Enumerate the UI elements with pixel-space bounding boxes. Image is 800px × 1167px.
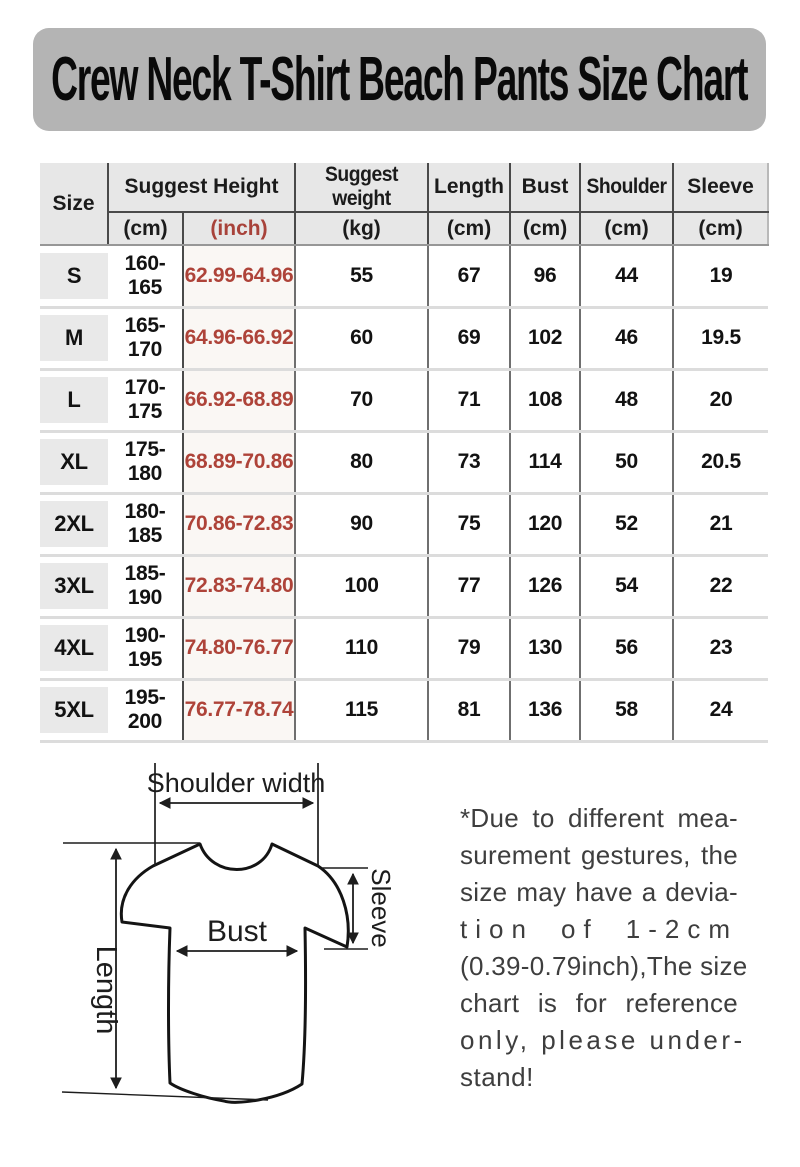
cell-length-cm: 71 (428, 369, 510, 431)
table-row (40, 307, 768, 369)
cell-weight-kg: 80 (295, 431, 428, 493)
page-title: Crew Neck T-Shirt Beach Pants Size Chart (51, 45, 748, 114)
cell-sleeve-cm: 22 (673, 555, 768, 617)
cell-height-inch: 70.86-72.83 (183, 493, 295, 555)
cell-sleeve-cm: 21 (673, 493, 768, 555)
header-row-2 (40, 212, 768, 245)
cell-shoulder-cm: 54 (580, 555, 673, 617)
size-chip: 3XL (40, 563, 108, 609)
cell-height-cm: 180-185 (108, 493, 183, 555)
col-header-suggest-weight: Suggest weight (295, 163, 428, 212)
size-chip: 5XL (40, 687, 108, 733)
unit-weight-kg: (kg) (295, 212, 428, 245)
cell-sleeve-cm: 19 (673, 245, 768, 307)
size-chart-table (40, 163, 769, 743)
col-header-size: Size (40, 163, 108, 245)
col-header-length: Length (428, 163, 510, 212)
cell-sleeve-cm: 20.5 (673, 431, 768, 493)
unit-length-cm: (cm) (428, 212, 510, 245)
cell-sleeve-cm: 24 (673, 679, 768, 741)
cell-size (40, 679, 108, 741)
cell-shoulder-cm: 48 (580, 369, 673, 431)
cell-weight-kg: 70 (295, 369, 428, 431)
size-chip: L (40, 377, 108, 423)
cell-shoulder-cm: 44 (580, 245, 673, 307)
cell-bust-cm: 126 (510, 555, 580, 617)
note-line: *Due to different mea- (460, 803, 738, 833)
cell-height-inch: 62.99-64.96 (183, 245, 295, 307)
table-row (40, 617, 768, 679)
bust-label: Bust (206, 915, 268, 948)
unit-shoulder-cm: (cm) (580, 212, 673, 245)
cell-size (40, 617, 108, 679)
col-header-bust: Bust (510, 163, 580, 212)
cell-sleeve-cm: 23 (673, 617, 768, 679)
cell-weight-kg: 100 (295, 555, 428, 617)
cell-length-cm: 69 (428, 307, 510, 369)
cell-height-cm: 190-195 (108, 617, 183, 679)
cell-height-cm: 160-165 (108, 245, 183, 307)
cell-length-cm: 77 (428, 555, 510, 617)
cell-size (40, 555, 108, 617)
col-header-shoulder: Shoulder (580, 163, 673, 212)
cell-height-cm: 195-200 (108, 679, 183, 741)
table-row (40, 493, 768, 555)
col-header-suggest-height: Suggest Height (108, 163, 295, 212)
cell-shoulder-cm: 58 (580, 679, 673, 741)
cell-weight-kg: 55 (295, 245, 428, 307)
note-line: tion of 1-2cm (460, 914, 738, 944)
note-line: (0.39-0.79inch),The size (460, 951, 748, 981)
cell-length-cm: 79 (428, 617, 510, 679)
cell-size (40, 369, 108, 431)
shoulder-width-label: Shoulder width (146, 768, 326, 798)
cell-weight-kg: 115 (295, 679, 428, 741)
size-chip: S (40, 253, 108, 299)
cell-sleeve-cm: 19.5 (673, 307, 768, 369)
cell-shoulder-cm: 56 (580, 617, 673, 679)
table-row (40, 245, 768, 307)
cell-weight-kg: 110 (295, 617, 428, 679)
unit-height-inch: (inch) (183, 212, 295, 245)
unit-sleeve-cm: (cm) (673, 212, 768, 245)
cell-length-cm: 81 (428, 679, 510, 741)
cell-shoulder-cm: 50 (580, 431, 673, 493)
cell-height-cm: 165-170 (108, 307, 183, 369)
table-row (40, 369, 768, 431)
cell-sleeve-cm: 20 (673, 369, 768, 431)
cell-bust-cm: 130 (510, 617, 580, 679)
table-row (40, 431, 768, 493)
size-chip: 2XL (40, 501, 108, 547)
measurement-note (460, 800, 748, 1096)
header-row-1 (40, 163, 768, 212)
cell-length-cm: 75 (428, 493, 510, 555)
note-line: size may have a devia- (460, 877, 738, 907)
cell-bust-cm: 102 (510, 307, 580, 369)
note-line: surement gestures, the (460, 840, 738, 870)
cell-bust-cm: 136 (510, 679, 580, 741)
cell-height-cm: 185-190 (108, 555, 183, 617)
note-line: only, please under- (460, 1025, 746, 1055)
sleeve-label: Sleeve (366, 868, 396, 948)
table-row (40, 679, 768, 741)
cell-height-inch: 66.92-68.89 (183, 369, 295, 431)
length-label: Length (90, 945, 122, 1035)
cell-weight-kg: 90 (295, 493, 428, 555)
unit-bust-cm: (cm) (510, 212, 580, 245)
cell-shoulder-cm: 52 (580, 493, 673, 555)
cell-size (40, 245, 108, 307)
tshirt-outline (121, 844, 348, 1102)
table-row (40, 555, 768, 617)
cell-bust-cm: 96 (510, 245, 580, 307)
cell-bust-cm: 120 (510, 493, 580, 555)
cell-height-inch: 74.80-76.77 (183, 617, 295, 679)
title-banner (33, 28, 766, 131)
cell-size (40, 431, 108, 493)
cell-bust-cm: 108 (510, 369, 580, 431)
tshirt-measurement-diagram (40, 752, 405, 1142)
cell-height-inch: 76.77-78.74 (183, 679, 295, 741)
cell-weight-kg: 60 (295, 307, 428, 369)
cell-height-cm: 175-180 (108, 431, 183, 493)
cell-height-inch: 68.89-70.86 (183, 431, 295, 493)
cell-bust-cm: 114 (510, 431, 580, 493)
cell-length-cm: 67 (428, 245, 510, 307)
cell-length-cm: 73 (428, 431, 510, 493)
cell-shoulder-cm: 46 (580, 307, 673, 369)
note-line: chart is for reference (460, 988, 738, 1018)
note-line: stand! (460, 1062, 534, 1092)
cell-height-inch: 64.96-66.92 (183, 307, 295, 369)
cell-size (40, 493, 108, 555)
size-chip: 4XL (40, 625, 108, 671)
size-chip: XL (40, 439, 108, 485)
cell-height-cm: 170-175 (108, 369, 183, 431)
unit-height-cm: (cm) (108, 212, 183, 245)
cell-size (40, 307, 108, 369)
size-chip: M (40, 315, 108, 361)
col-header-sleeve: Sleeve (673, 163, 768, 212)
cell-height-inch: 72.83-74.80 (183, 555, 295, 617)
